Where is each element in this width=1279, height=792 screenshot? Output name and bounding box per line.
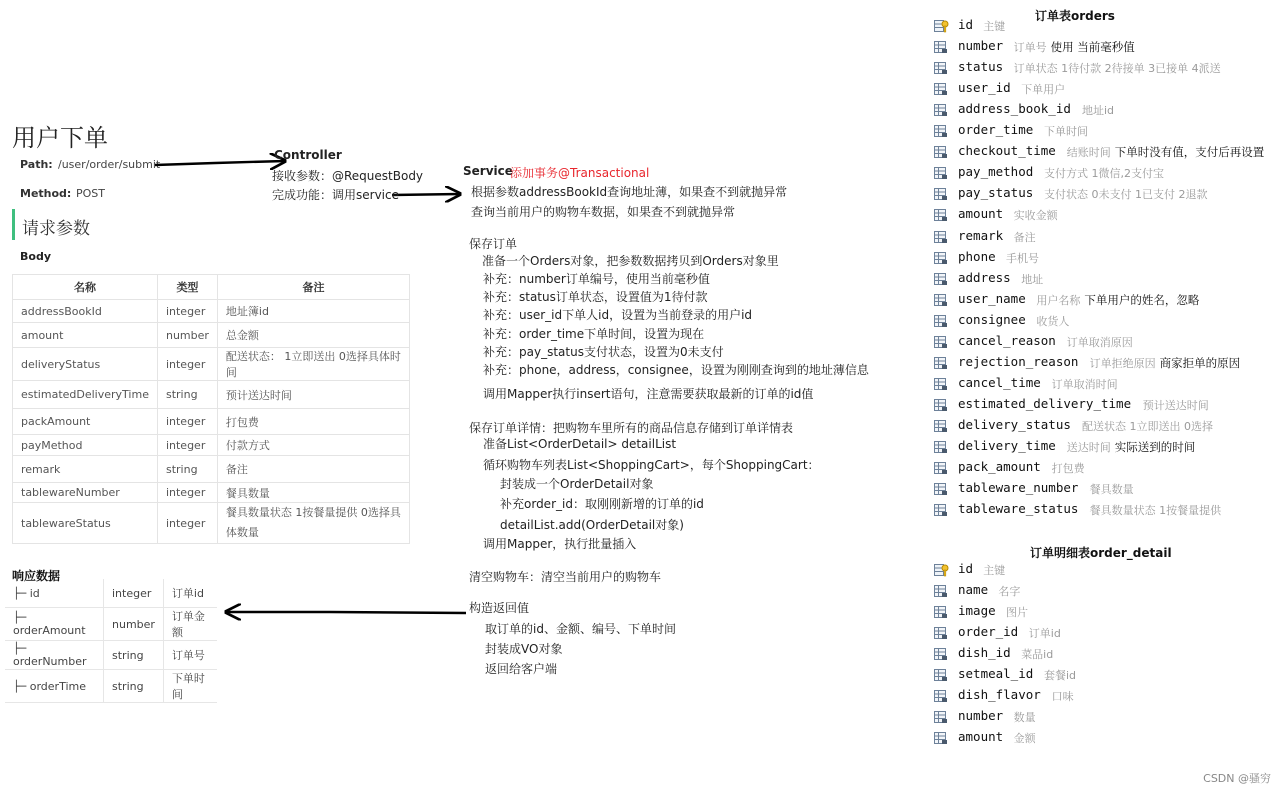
service-step: 补充：order_time下单时间，设置为现在 [483, 327, 705, 341]
db-field-name: id [958, 561, 974, 576]
db-field-annotation [983, 562, 1009, 578]
db-field-comment: 用户名称 [1036, 293, 1081, 307]
db-field-comment: 数量 [1013, 711, 1036, 725]
service-step: 准备List<OrderDetail> detailList [483, 437, 677, 451]
db-field-name: dish_id [958, 645, 1011, 661]
service-step: 补充：user_id下单人id，设置为当前登录的用户id [483, 308, 753, 322]
param-name: amount [13, 323, 158, 348]
column-icon [934, 272, 950, 286]
db-field-annotation [1143, 397, 1213, 413]
column-icon [934, 647, 950, 661]
db-field-comment: 打包费 [1051, 462, 1085, 476]
db-field-comment: 订单取消原因 [1066, 335, 1133, 349]
service-title: Service [463, 164, 513, 178]
db-field-comment: 支付状态 0未支付 1已支付 2退款 [1044, 188, 1208, 202]
method-label: Method: [20, 187, 72, 200]
db-field-annotation [998, 583, 1024, 599]
db-field-comment: 订单号 [1013, 41, 1047, 55]
db-field-annotation [1044, 165, 1168, 181]
order-detail-table-title: 订单明细表order_detail [1030, 546, 1172, 560]
column-icon [934, 208, 950, 222]
db-field-comment: 餐具数量 [1089, 483, 1134, 497]
arrow-controller-to-service [392, 194, 460, 195]
db-field-annotation [1006, 250, 1043, 266]
column-icon [934, 419, 950, 433]
db-field-note: 实际送到的时间 [1114, 440, 1196, 454]
request-params-title: 请求参数 [22, 219, 90, 239]
watermark: CSDN @骚穷 [1203, 772, 1271, 785]
response-field-note: 订单金额 [163, 608, 217, 641]
service-step: 清空购物车：清空当前用户的购物车 [469, 570, 662, 584]
column-icon [934, 503, 950, 517]
db-field-name: name [958, 582, 989, 598]
db-field-annotation [1021, 81, 1069, 97]
service-step: 补充：number订单编号，使用当前毫秒值 [483, 272, 710, 286]
service-step: 准备一个Orders对象，把参数数据拷贝到Orders对象里 [482, 254, 779, 268]
db-field-comment: 收货人 [1036, 314, 1070, 328]
db-field-note: 使用 当前毫秒值 [1050, 40, 1135, 55]
db-field-name: address [958, 269, 1011, 285]
db-field-annotation [1014, 730, 1040, 746]
column-icon [934, 314, 950, 328]
db-field-name: pay_status [958, 185, 1034, 201]
db-field-comment: 结账时间 [1066, 146, 1111, 160]
service-step: 补充：status订单状态，设置值为1待付款 [483, 290, 708, 304]
db-field-annotation [1052, 376, 1122, 392]
db-field-name: number [958, 38, 1004, 54]
db-field-comment: 金额 [1013, 732, 1036, 746]
param-name: addressBookId [13, 300, 158, 323]
service-step: detailList.add(OrderDetail对象) [500, 518, 684, 532]
db-field-name: dish_flavor [958, 687, 1041, 703]
response-field-name: ├─ id [5, 579, 104, 608]
arrow-path-to-controller [155, 161, 285, 165]
db-field-annotation [1014, 39, 1135, 55]
service-step: 取订单的id、金额、编号、下单时间 [485, 622, 676, 636]
response-field-type: number [104, 608, 164, 641]
db-field-annotation [983, 18, 1009, 34]
column-icon [934, 251, 950, 265]
service-step: 查询当前用户的购物车数据，如果查不到就抛异常 [471, 205, 736, 219]
param-type: integer [157, 409, 217, 435]
db-field-comment: 地址id [1082, 104, 1115, 118]
service-step: 补充：pay_status支付状态，设置为0未支付 [483, 345, 724, 359]
db-field-name: pay_method [958, 164, 1034, 180]
db-field-name: amount [958, 729, 1004, 745]
service-step: 循环购物车列表List<ShoppingCart>，每个ShoppingCart： [483, 458, 820, 472]
response-field-name: ├─ orderAmount [5, 608, 104, 641]
db-field-annotation [1044, 186, 1212, 202]
column-icon [934, 166, 950, 180]
db-field-annotation [1090, 502, 1226, 518]
db-field-name: rejection_reason [958, 353, 1079, 369]
column-icon [934, 689, 950, 703]
path-value: /user/order/submit [58, 158, 161, 171]
param-name: packAmount [13, 409, 158, 435]
db-field-name: delivery_status [958, 416, 1071, 432]
param-type: integer [157, 503, 217, 544]
param-name: estimatedDeliveryTime [13, 381, 158, 409]
param-name: tablewareNumber [13, 483, 158, 503]
service-step: 返回给客户端 [485, 662, 558, 676]
db-field-annotation [1067, 439, 1196, 455]
column-icon [934, 605, 950, 619]
response-field-note: 下单时间 [163, 670, 217, 703]
param-note: 餐具数量状态 1按餐量提供 0选择具体数量 [217, 503, 409, 544]
service-step: 封装成VO对象 [485, 642, 563, 656]
column-icon [934, 461, 950, 475]
db-field-name: amount [958, 206, 1004, 222]
param-note: 配送状态： 1立即送出 0选择具体时间 [217, 348, 409, 381]
db-field-name: order_time [958, 122, 1034, 138]
db-field-comment: 订单取消时间 [1051, 377, 1118, 391]
method-value: POST [76, 187, 105, 200]
db-field-comment: 实收金额 [1013, 209, 1058, 223]
param-name: tablewareStatus [13, 503, 158, 544]
body-label: Body [20, 250, 51, 263]
arrow-service-to-response [226, 612, 466, 613]
api-title: 用户下单 [12, 124, 108, 152]
db-field-name: estimated_delivery_time [958, 395, 1132, 411]
param-type: string [157, 381, 217, 409]
db-field-name: order_id [958, 624, 1019, 640]
db-field-annotation [1052, 688, 1078, 704]
db-field-comment: 支付方式 1微信,2支付宝 [1044, 167, 1164, 181]
db-field-annotation [1014, 60, 1225, 76]
db-field-annotation [1067, 144, 1265, 160]
db-field-comment: 配送状态 1立即送出 0选择 [1082, 419, 1213, 433]
db-field-annotation [1082, 418, 1217, 434]
db-field-name: address_book_id [958, 101, 1071, 117]
param-type: number [157, 323, 217, 348]
service-step: 补充：phone，address，consignee，设置为刚刚查询到的地址薄信息 [483, 363, 869, 377]
service-transaction-note: 添加事务@Transactional [510, 166, 650, 180]
column-icon [934, 668, 950, 682]
service-step: 封装成一个OrderDetail对象 [500, 477, 654, 491]
db-field-annotation [1082, 102, 1118, 118]
param-note: 预计送达时间 [217, 381, 409, 409]
param-name: payMethod [13, 435, 158, 456]
column-icon [934, 145, 950, 159]
response-field-note: 订单号 [163, 641, 217, 670]
db-field-name: user_name [958, 290, 1026, 306]
column-icon [934, 61, 950, 75]
db-field-name: checkout_time [958, 143, 1056, 159]
primary-key-icon [934, 19, 950, 33]
db-field-comment: 主键 [983, 20, 1006, 33]
column-icon [934, 187, 950, 201]
db-field-comment: 口味 [1051, 690, 1074, 704]
db-field-annotation [1036, 292, 1199, 308]
service-step: 保存订单详情：把购物车里所有的商品信息存储到订单详情表 [469, 421, 794, 435]
db-field-name: id [958, 17, 974, 32]
column-icon [934, 103, 950, 117]
path-label: Path: [20, 158, 53, 171]
column-icon [934, 40, 950, 54]
db-field-comment: 名字 [998, 585, 1021, 599]
param-note: 餐具数量 [217, 483, 409, 503]
response-field-note: 订单id [163, 579, 217, 608]
db-field-name: status [958, 59, 1004, 75]
db-field-comment: 菜品id [1021, 648, 1054, 662]
db-field-comment: 送达时间 [1066, 441, 1111, 454]
db-field-annotation [1014, 229, 1040, 245]
db-field-annotation [1021, 271, 1047, 287]
db-field-annotation [1052, 460, 1089, 476]
column-icon [934, 356, 950, 370]
db-field-comment: 图片 [1006, 606, 1028, 620]
service-step: 根据参数addressBookId查询地址薄，如果查不到就抛异常 [471, 185, 788, 199]
column-icon [934, 398, 950, 412]
service-step: 调用Mapper执行insert语句，注意需要获取最新的订单的id值 [483, 387, 814, 401]
db-field-comment: 订单id [1028, 627, 1061, 641]
db-field-annotation [1090, 481, 1138, 497]
db-field-annotation [1090, 355, 1241, 371]
db-field-comment: 手机号 [1006, 251, 1039, 265]
db-field-comment: 主键 [983, 564, 1006, 577]
param-note: 地址簿id [217, 300, 409, 323]
column-icon [934, 731, 950, 745]
column-icon [934, 482, 950, 496]
db-field-annotation [1021, 646, 1057, 662]
db-field-name: remark [958, 227, 1004, 243]
db-field-name: tableware_status [958, 501, 1079, 517]
orders-table-title: 订单表orders [1035, 9, 1115, 23]
db-field-name: setmeal_id [958, 666, 1034, 682]
response-field-name: ├─ orderTime [5, 670, 104, 703]
column-icon [934, 584, 950, 598]
param-type: string [157, 456, 217, 483]
db-field-name: consignee [958, 311, 1026, 327]
param-type: integer [157, 435, 217, 456]
column-icon [934, 626, 950, 640]
controller-title: Controller [274, 148, 342, 162]
db-field-annotation [1014, 709, 1040, 725]
param-note: 总金额 [217, 323, 409, 348]
db-field-annotation [1044, 667, 1080, 683]
column-icon [934, 377, 950, 391]
db-field-comment: 套餐id [1044, 669, 1077, 683]
db-field-comment: 预计送达时间 [1142, 398, 1209, 412]
db-field-annotation [1044, 123, 1092, 139]
column-header-name: 名称 [13, 275, 158, 300]
response-field-name: ├─ orderNumber [5, 641, 104, 670]
param-type: integer [157, 483, 217, 503]
service-step: 补充order_id：取刚刚新增的订单的id [500, 497, 704, 511]
param-note: 打包费 [217, 409, 409, 435]
db-field-annotation [1029, 625, 1065, 641]
param-type: integer [157, 300, 217, 323]
db-field-name: delivery_time [958, 438, 1056, 453]
db-field-annotation [1014, 207, 1062, 223]
column-icon [934, 293, 950, 307]
db-field-name: cancel_reason [958, 332, 1056, 348]
db-field-name: pack_amount [958, 459, 1041, 475]
service-step: 调用Mapper，执行批量插入 [483, 537, 637, 551]
column-header-type: 类型 [157, 275, 217, 300]
db-field-note: 下单时没有值，支付后再设置 [1114, 145, 1265, 160]
db-field-comment: 地址 [1021, 272, 1044, 286]
db-field-annotation [1036, 313, 1073, 329]
column-icon [934, 710, 950, 724]
primary-key-icon [934, 563, 950, 577]
param-name: remark [13, 456, 158, 483]
db-field-annotation [1006, 604, 1032, 620]
param-note: 付款方式 [217, 435, 409, 456]
db-field-name: number [958, 708, 1004, 724]
param-type: integer [157, 348, 217, 381]
column-icon [934, 124, 950, 138]
db-field-note: 商家拒单的原因 [1159, 355, 1241, 370]
db-field-comment: 备注 [1013, 230, 1036, 244]
controller-function: 完成功能：调用service [272, 188, 399, 202]
param-note: 备注 [217, 456, 409, 483]
response-field-type: string [104, 670, 164, 703]
response-title: 响应数据 [12, 569, 61, 583]
param-name: deliveryStatus [13, 348, 158, 381]
db-field-name: phone [958, 248, 996, 264]
column-icon [934, 335, 950, 349]
controller-receive-params: 接收参数：@RequestBody [272, 169, 424, 183]
db-field-comment: 餐具数量状态 1按餐量提供 [1089, 504, 1222, 518]
response-field-type: string [104, 641, 164, 670]
column-icon [934, 82, 950, 96]
db-field-note: 下单用户的姓名，忽略 [1084, 292, 1200, 307]
response-field-type: integer [104, 579, 164, 608]
service-step: 保存订单 [469, 237, 518, 251]
db-field-name: user_id [958, 80, 1011, 96]
db-field-name: tableware_number [958, 480, 1079, 496]
db-field-comment: 订单状态 1待付款 2待接单 3已接单 4派送 [1013, 62, 1221, 76]
db-field-comment: 下单用户 [1021, 83, 1066, 97]
column-icon [934, 230, 950, 244]
column-icon [934, 440, 950, 454]
db-field-comment: 订单拒绝原因 [1089, 356, 1156, 370]
db-field-name: cancel_time [958, 374, 1041, 390]
db-field-comment: 下单时间 [1044, 125, 1088, 139]
column-header-note: 备注 [217, 275, 409, 300]
db-field-name: image [958, 603, 996, 619]
db-field-annotation [1067, 334, 1137, 350]
service-step: 构造返回值 [469, 601, 530, 615]
